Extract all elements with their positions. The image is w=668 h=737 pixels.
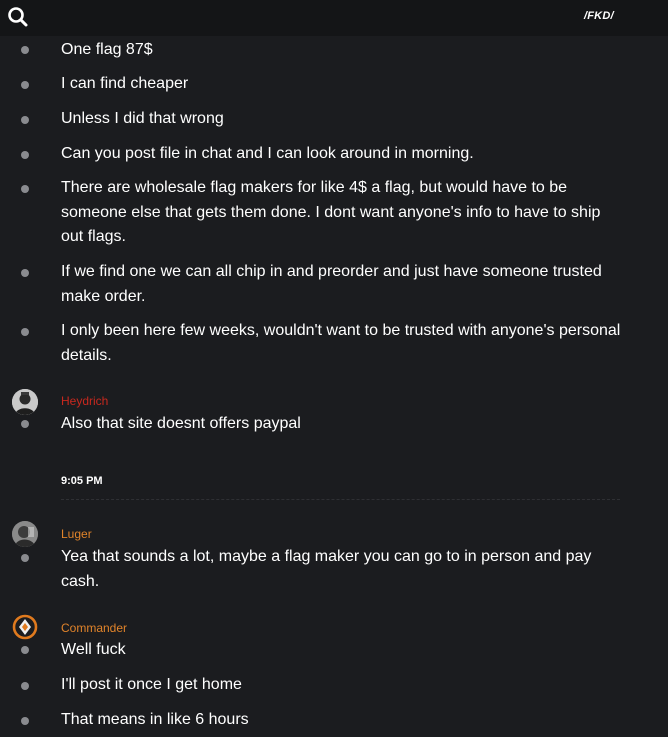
message-bullet <box>21 682 29 690</box>
user-avatar[interactable] <box>12 614 38 640</box>
message-text: Can you post file in chat and I can look around in morning. <box>61 145 474 162</box>
message-bullet <box>21 116 29 124</box>
message-bullet <box>21 81 29 89</box>
message-text: Also that site doesnt offers paypal <box>61 415 301 432</box>
message-author[interactable]: Heydrich <box>61 394 109 408</box>
user-avatar[interactable] <box>12 521 38 547</box>
message-text: There are wholesale flag makers for like 4$ a flag, but would have to be someone else that gets them done. I dont want anyone's info to have to ship out flags. <box>61 179 601 245</box>
time-separator: 9:05 PM <box>61 475 103 487</box>
divider <box>61 499 620 500</box>
avatar-portrait-icon <box>12 389 38 415</box>
avatar-portrait-icon <box>12 521 38 547</box>
message-text: Well fuck <box>61 641 126 658</box>
message-text: Unless I did that wrong <box>61 110 224 127</box>
message-author[interactable]: Luger <box>61 527 92 541</box>
message-feed <box>0 36 668 737</box>
search-button[interactable] <box>6 5 30 29</box>
user-avatar[interactable] <box>12 389 38 415</box>
message-bullet <box>21 46 29 54</box>
message-text: If we find one we can all chip in and preorder and just have someone trusted make order. <box>61 263 602 305</box>
message-bullet <box>21 185 29 193</box>
message-bullet <box>21 420 29 428</box>
message-text: I can find cheaper <box>61 75 189 92</box>
message-bullet <box>21 151 29 159</box>
message-text: I'll post it once I get home <box>61 676 242 693</box>
message-bullet <box>21 717 29 725</box>
message-text: Yea that sounds a lot, maybe a flag maker you can go to in person and pay cash. <box>61 548 592 590</box>
channel-name[interactable]: /FKD/ <box>584 10 614 22</box>
message-bullet <box>21 646 29 654</box>
message-text: One flag 87$ <box>61 41 153 58</box>
message-text: That means in like 6 hours <box>61 711 249 728</box>
message-bullet <box>21 269 29 277</box>
message-bullet <box>21 554 29 562</box>
message-author[interactable]: Commander <box>61 621 128 635</box>
search-icon <box>6 5 30 29</box>
top-bar <box>0 0 668 36</box>
message-text: I only been here few weeks, wouldn't want to be trusted with anyone's personal details. <box>61 322 621 364</box>
message-bullet <box>21 328 29 336</box>
avatar-emblem-icon <box>12 614 38 640</box>
